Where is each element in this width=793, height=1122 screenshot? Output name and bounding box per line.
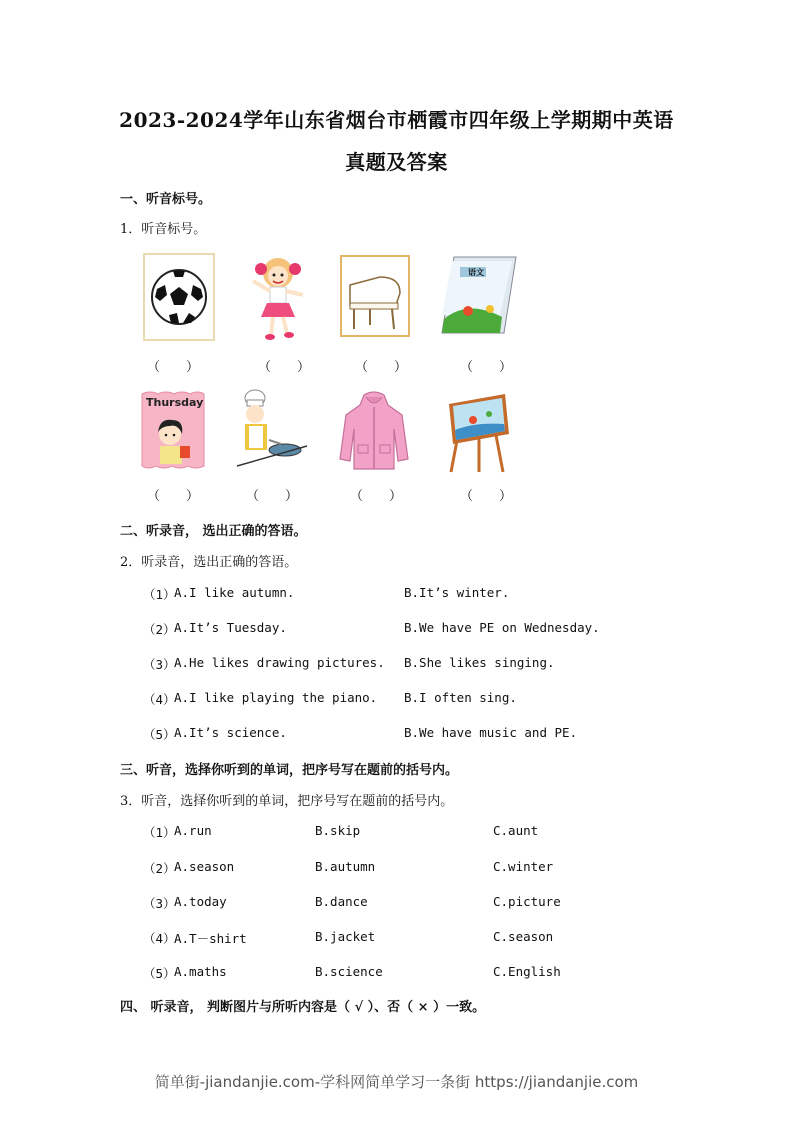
answer-paren: （ ） <box>460 489 513 504</box>
s3-item-num: （4） <box>143 931 176 946</box>
s2-item-option-a: A.I like autumn. <box>174 585 295 600</box>
s3-item-option-b: B.jacket <box>315 929 376 944</box>
s3-item-option-c: C.season <box>493 929 554 944</box>
answer-paren: （ ） <box>147 360 200 375</box>
answer-paren: （ ） <box>246 489 299 504</box>
s2-item-option-b: B.I often sing. <box>404 690 517 705</box>
s2-item-option-b: B.We have music and PE. <box>404 725 578 740</box>
s2-item-num: （1） <box>143 587 176 602</box>
section3-question: 3．听音，选择你听到的单词，把序号写在题前的括号内。 <box>120 794 454 809</box>
answer-paren: （ ） <box>147 489 200 504</box>
s3-item-option-b: B.autumn <box>315 859 376 874</box>
section1-question: 1．听音标号。 <box>120 222 207 237</box>
answer-paren: （ ） <box>350 489 403 504</box>
page-title: 2023-2024学年山东省烟台市栖霞市四年级上学期期中英语 <box>119 108 674 132</box>
piano-picture <box>340 255 410 337</box>
s2-item-num: （5） <box>143 727 176 742</box>
section1-heading: 一、听音标号。 <box>120 192 212 207</box>
answer-paren: （ ） <box>460 360 513 375</box>
section2-question: 2．听录音，选出正确的答语。 <box>120 555 298 570</box>
s3-item-option-a: A.maths <box>174 964 227 979</box>
book-cover-label: 语文 <box>468 268 484 277</box>
section4-heading: 四、 听录音， 判断图片与所听内容是（ √ ）、否（ × ）一致。 <box>120 1000 486 1015</box>
thursday-calendar-picture <box>140 390 206 470</box>
page-footer: 简单街-jiandanjie.com-学科网简单学习一条街 https://jiandanjie.com <box>154 1073 639 1091</box>
s2-item-option-b: B.It’s winter. <box>404 585 510 600</box>
s2-item-num: （2） <box>143 622 176 637</box>
s3-item-num: （5） <box>143 966 176 981</box>
s3-item-option-a: A.season <box>174 859 235 874</box>
s2-item-option-b: B.She likes singing. <box>404 655 555 670</box>
s2-item-option-b: B.We have PE on Wednesday. <box>404 620 600 635</box>
s2-item-option-a: A.It’s science. <box>174 725 287 740</box>
answer-paren: （ ） <box>355 360 408 375</box>
chinese-book-picture <box>438 253 518 337</box>
easel-painting-picture <box>445 390 511 474</box>
s3-item-option-a: A.today <box>174 894 227 909</box>
dancing-girl-picture <box>243 251 313 343</box>
thursday-label: Thursday <box>146 396 204 409</box>
s3-item-option-c: C.aunt <box>493 823 539 838</box>
s3-item-option-a: A.run <box>174 823 212 838</box>
s2-item-option-a: A.I like playing the piano. <box>174 690 378 705</box>
s3-item-option-b: B.skip <box>315 823 361 838</box>
pink-jacket-picture <box>338 389 410 473</box>
s3-item-option-c: C.winter <box>493 859 554 874</box>
s2-item-option-a: A.It’s Tuesday. <box>174 620 287 635</box>
answer-paren: （ ） <box>258 360 311 375</box>
s3-item-num: （3） <box>143 896 176 911</box>
s3-item-option-c: C.English <box>493 964 561 979</box>
s3-item-num: （1） <box>143 825 176 840</box>
s3-item-option-b: B.science <box>315 964 383 979</box>
s3-item-option-b: B.dance <box>315 894 368 909</box>
s3-item-option-a: A.T－shirt <box>174 931 247 946</box>
s2-item-option-a: A.He likes drawing pictures. <box>174 655 385 670</box>
page-subtitle: 真题及答案 <box>345 150 448 174</box>
section2-heading: 二、听录音， 选出正确的答语。 <box>120 524 307 539</box>
soccer-ball-picture <box>143 253 215 341</box>
cooking-chef-picture <box>233 388 309 470</box>
s2-item-num: （4） <box>143 692 176 707</box>
s2-item-num: （3） <box>143 657 176 672</box>
section3-heading: 三、听音，选择你听到的单词，把序号写在题前的括号内。 <box>120 763 459 778</box>
s3-item-num: （2） <box>143 861 176 876</box>
s3-item-option-c: C.picture <box>493 894 561 909</box>
